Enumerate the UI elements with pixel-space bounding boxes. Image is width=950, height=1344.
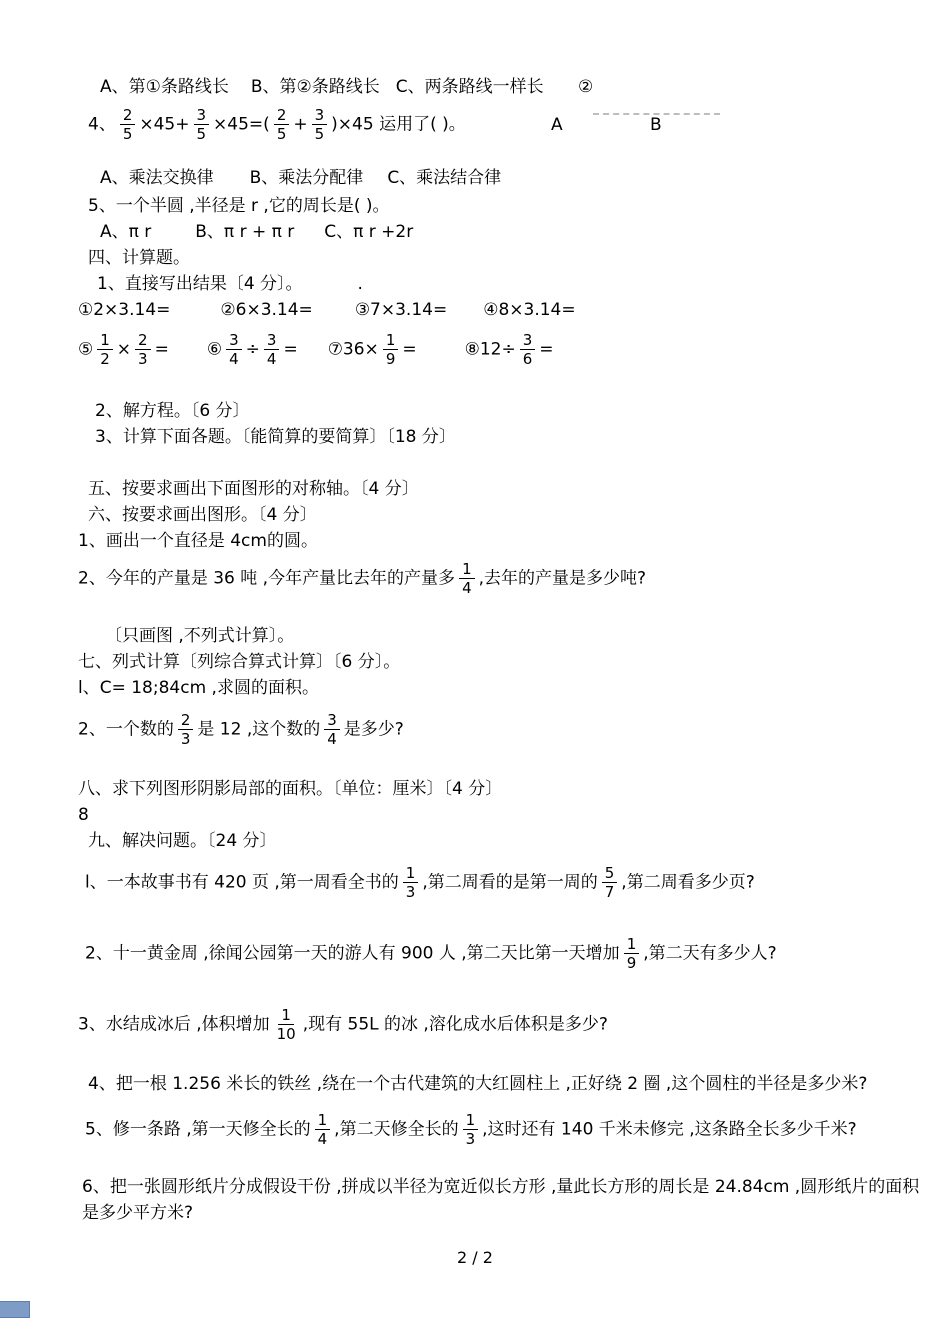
fraction-numerator: 1 (624, 935, 640, 954)
fraction-denominator: 4 (266, 350, 277, 368)
page-footer (0, 1248, 950, 1267)
problem2-line (0, 935, 950, 972)
section4-title (0, 245, 950, 271)
fraction-denominator: 9 (626, 954, 637, 972)
section4-item2-line (0, 398, 950, 424)
fraction (135, 331, 151, 368)
section6-note-line (0, 623, 950, 649)
q4-text-2: ×45=( (213, 114, 270, 135)
fraction (315, 1111, 331, 1148)
stray-dot: . (357, 274, 363, 294)
q4-text-1: ×45+ (139, 114, 190, 135)
section9-title (0, 828, 950, 854)
fraction-denominator: 4 (327, 730, 337, 748)
section4-item2-text: 2、解方程。〔6 分〕 (95, 401, 250, 421)
fraction (274, 106, 290, 143)
section6-item2-post: ,去年的产量是多少吨? (478, 568, 647, 589)
problem5-post: ,这时还有 140 千米未修完 ,这条路全长多少千米? (482, 1119, 857, 1140)
fraction (264, 331, 280, 368)
fraction-numerator: 2 (120, 106, 136, 125)
fraction-denominator: 10 (276, 1025, 296, 1043)
problem1-line (0, 864, 950, 901)
fraction-denominator: 5 (196, 125, 207, 143)
fraction-numerator: 3 (324, 711, 340, 730)
page-number: 2 / 2 (457, 1248, 493, 1267)
fraction-denominator: 3 (138, 350, 148, 368)
fraction-numerator: 3 (264, 331, 280, 350)
fraction (312, 106, 328, 143)
fraction (403, 864, 419, 901)
section7-title-text: 七、列式计算〔列综合算式计算〕〔6 分〕。 (78, 652, 401, 672)
fraction (178, 711, 194, 748)
section7-item2-mid: 是 12 ,这个数的 (197, 719, 321, 740)
section4-title-text: 四、计算题。 (88, 248, 190, 268)
fraction (624, 935, 640, 972)
section8-title (0, 776, 950, 802)
section6-item1-line (0, 528, 950, 554)
fraction (120, 106, 136, 143)
problem5-line (0, 1111, 950, 1148)
fraction-numerator: 3 (194, 106, 210, 125)
fraction-numerator: 2 (178, 711, 194, 730)
q3-option-b: B、第②条路线长 (250, 77, 380, 97)
section5-title-text: 五、按要求画出下面图形的对称轴。〔4 分〕 (88, 479, 419, 499)
question5-options-line (0, 219, 950, 245)
fraction-numerator: 1 (97, 331, 113, 350)
section5-title (0, 476, 950, 502)
q4-lead: 4、 (88, 114, 116, 135)
calc-item-7 (328, 331, 417, 368)
fraction (274, 1006, 299, 1043)
section7-item1-line (0, 675, 950, 701)
fraction (324, 711, 340, 748)
fraction-numerator: 1 (463, 1111, 479, 1130)
fraction-numerator: 3 (520, 331, 536, 350)
q4-option-b: B、乘法分配律 (249, 168, 364, 188)
fraction-numerator: 3 (226, 331, 242, 350)
fraction-denominator: 4 (317, 1130, 328, 1148)
problem1-post: ,第二周看多少页? (621, 872, 755, 893)
section6-title (0, 502, 950, 528)
calc-item-4: ④8×3.14= (483, 300, 576, 320)
fraction (602, 864, 618, 901)
direct-calc-row-2 (0, 331, 950, 368)
q5-option-a: A、π r (100, 222, 152, 242)
problem2-pre: 2、十一黄金周 ,徐闻公园第一天的游人有 900 人 ,第二天比第一天增加 (85, 943, 620, 964)
fraction (97, 331, 113, 368)
fraction-numerator: 2 (274, 106, 290, 125)
calc7-equals: = (402, 339, 417, 360)
q5-option-c: C、π r +2r (324, 222, 414, 242)
section6-note-text: 〔只画图 ,不列式计算〕。 (105, 626, 295, 646)
section7-item2-line (0, 711, 950, 748)
fraction-denominator: 7 (604, 883, 615, 901)
fraction-denominator: 2 (100, 350, 110, 368)
q4-option-a: A、乘法交换律 (100, 168, 214, 188)
problem6-line (0, 1174, 950, 1226)
section6-item2-line (0, 560, 950, 597)
bottom-left-accent-bar (0, 1301, 30, 1318)
section8-title-text: 八、求下列图形阴影局部的面积。〔单位：厘米〕〔4 分〕 (78, 779, 503, 799)
fraction-denominator: 5 (276, 125, 287, 143)
section4-item3-text: 3、计算下面各题。〔能简算的要简算〕〔18 分〕 (95, 427, 456, 447)
fraction-numerator: 1 (403, 864, 419, 883)
problem5-pre: 5、修一条路 ,第一天修全长的 (85, 1119, 311, 1140)
fraction (520, 331, 536, 368)
calc8-lead: ⑧12÷ (464, 339, 516, 360)
answer-blank-b: B (650, 114, 662, 135)
problem3-post: ,现有 55L 的冰 ,溶化成水后体积是多少? (302, 1014, 608, 1035)
q4-option-c: C、乘法结合律 (387, 168, 502, 188)
fraction (226, 331, 242, 368)
fraction-numerator: 1 (315, 1111, 331, 1130)
fraction-denominator: 4 (462, 579, 472, 597)
question4-line (0, 106, 950, 143)
fraction-numerator: 3 (312, 106, 328, 125)
fraction-denominator: 6 (522, 350, 533, 368)
problem5-mid: ,第二天修全长的 (334, 1119, 459, 1140)
calc7-lead: ⑦36× (327, 339, 379, 360)
question5-line (0, 193, 950, 219)
section7-item1-text: l、C= 18;84cm ,求圆的面积。 (78, 678, 319, 698)
fraction-numerator: 1 (383, 331, 399, 350)
q3-option-c: C、两条路线一样长 (395, 77, 544, 97)
fraction-denominator: 9 (385, 350, 396, 368)
section9-title-text: 九、解决问题。〔24 分〕 (88, 831, 277, 851)
fraction (463, 1111, 479, 1148)
fraction-numerator: 2 (135, 331, 151, 350)
fraction-denominator: 3 (465, 1130, 476, 1148)
section7-title (0, 649, 950, 675)
calc6-lead: ⑥ (206, 339, 223, 360)
problem6-text: 6、把一张圆形纸片分成假设干份 ,拼成以半径为宽近似长方形 ,量此长方形的周长是 24.84cm ,圆形纸片的面积是多少平方米? (82, 1177, 920, 1223)
calc6-equals: = (283, 339, 298, 360)
q3-option-a: A、第①条路线长 (100, 77, 229, 97)
fraction-denominator: 3 (405, 883, 416, 901)
fraction-denominator: 5 (122, 125, 133, 143)
section6-title-text: 六、按要求画出图形。〔4 分〕 (88, 505, 317, 525)
fraction-denominator: 5 (314, 125, 325, 143)
problem3-pre: 3、水结成冰后 ,体积增加 (78, 1014, 270, 1035)
problem4-line (0, 1071, 950, 1097)
figure-dimension-label (0, 802, 950, 828)
fraction (194, 106, 210, 143)
calc8-equals: = (539, 339, 554, 360)
calc6-operator: ÷ (245, 339, 260, 360)
fraction (459, 560, 475, 597)
question4-options-line (0, 165, 950, 191)
calc-item-1: ①2×3.14= (78, 300, 171, 320)
fraction-numerator: 1 (278, 1006, 294, 1025)
q4-text-4: )×45 运用了( )。 (331, 114, 466, 135)
answer-blank-a: A (551, 114, 563, 135)
section7-item2-pre: 2、一个数的 (78, 719, 174, 740)
section4-item3-line (0, 424, 950, 450)
fraction-numerator: 1 (459, 560, 475, 579)
calc-item-6 (207, 331, 298, 368)
section6-item2-pre: 2、今年的产量是 36 吨 ,今年产量比去年的产量多 (78, 568, 456, 589)
problem1-mid: ,第二周看的是第一周的 (422, 872, 598, 893)
calc-item-2: ②6×3.14= (220, 300, 313, 320)
section7-item2-post: 是多少? (343, 719, 404, 740)
calc5-equals: = (154, 339, 169, 360)
fraction-denominator: 3 (180, 730, 191, 748)
section4-item1-text: 1、直接写出结果〔4 分〕。 (97, 274, 303, 294)
q5-text: 5、一个半圆 ,半径是 r ,它的周长是( )。 (88, 196, 390, 216)
fraction (383, 331, 399, 368)
calc-item-5 (78, 331, 169, 368)
figure-dimension-text: 8 (78, 805, 89, 825)
problem4-text: 4、把一根 1.256 米长的铁丝 ,绕在一个古代建筑的大红圆柱上 ,正好绕 2 圈 ,这个圆柱的半径是多少米? (88, 1074, 868, 1094)
fraction-numerator: 5 (602, 864, 618, 883)
calc5-lead: ⑤ (78, 339, 94, 360)
question3-options-line (0, 74, 950, 100)
problem2-post: ,第二天有多少人? (643, 943, 777, 964)
section6-item1-text: 1、画出一个直径是 4cm的圆。 (78, 531, 318, 551)
calc-item-8 (465, 331, 554, 368)
q5-option-b: B、π r + π r (195, 222, 295, 242)
problem1-pre: l、一本故事书有 420 页 ,第一周看全书的 (85, 872, 399, 893)
figure-marker-circle2: ② (578, 77, 594, 97)
fraction-denominator: 4 (229, 350, 239, 368)
q4-text-3: + (293, 114, 308, 135)
direct-calc-row-1 (0, 297, 950, 323)
calc5-operator: × (116, 339, 132, 360)
problem3-line (0, 1006, 950, 1043)
calc-item-3: ③7×3.14= (354, 300, 448, 320)
section4-item1-line (0, 271, 950, 297)
